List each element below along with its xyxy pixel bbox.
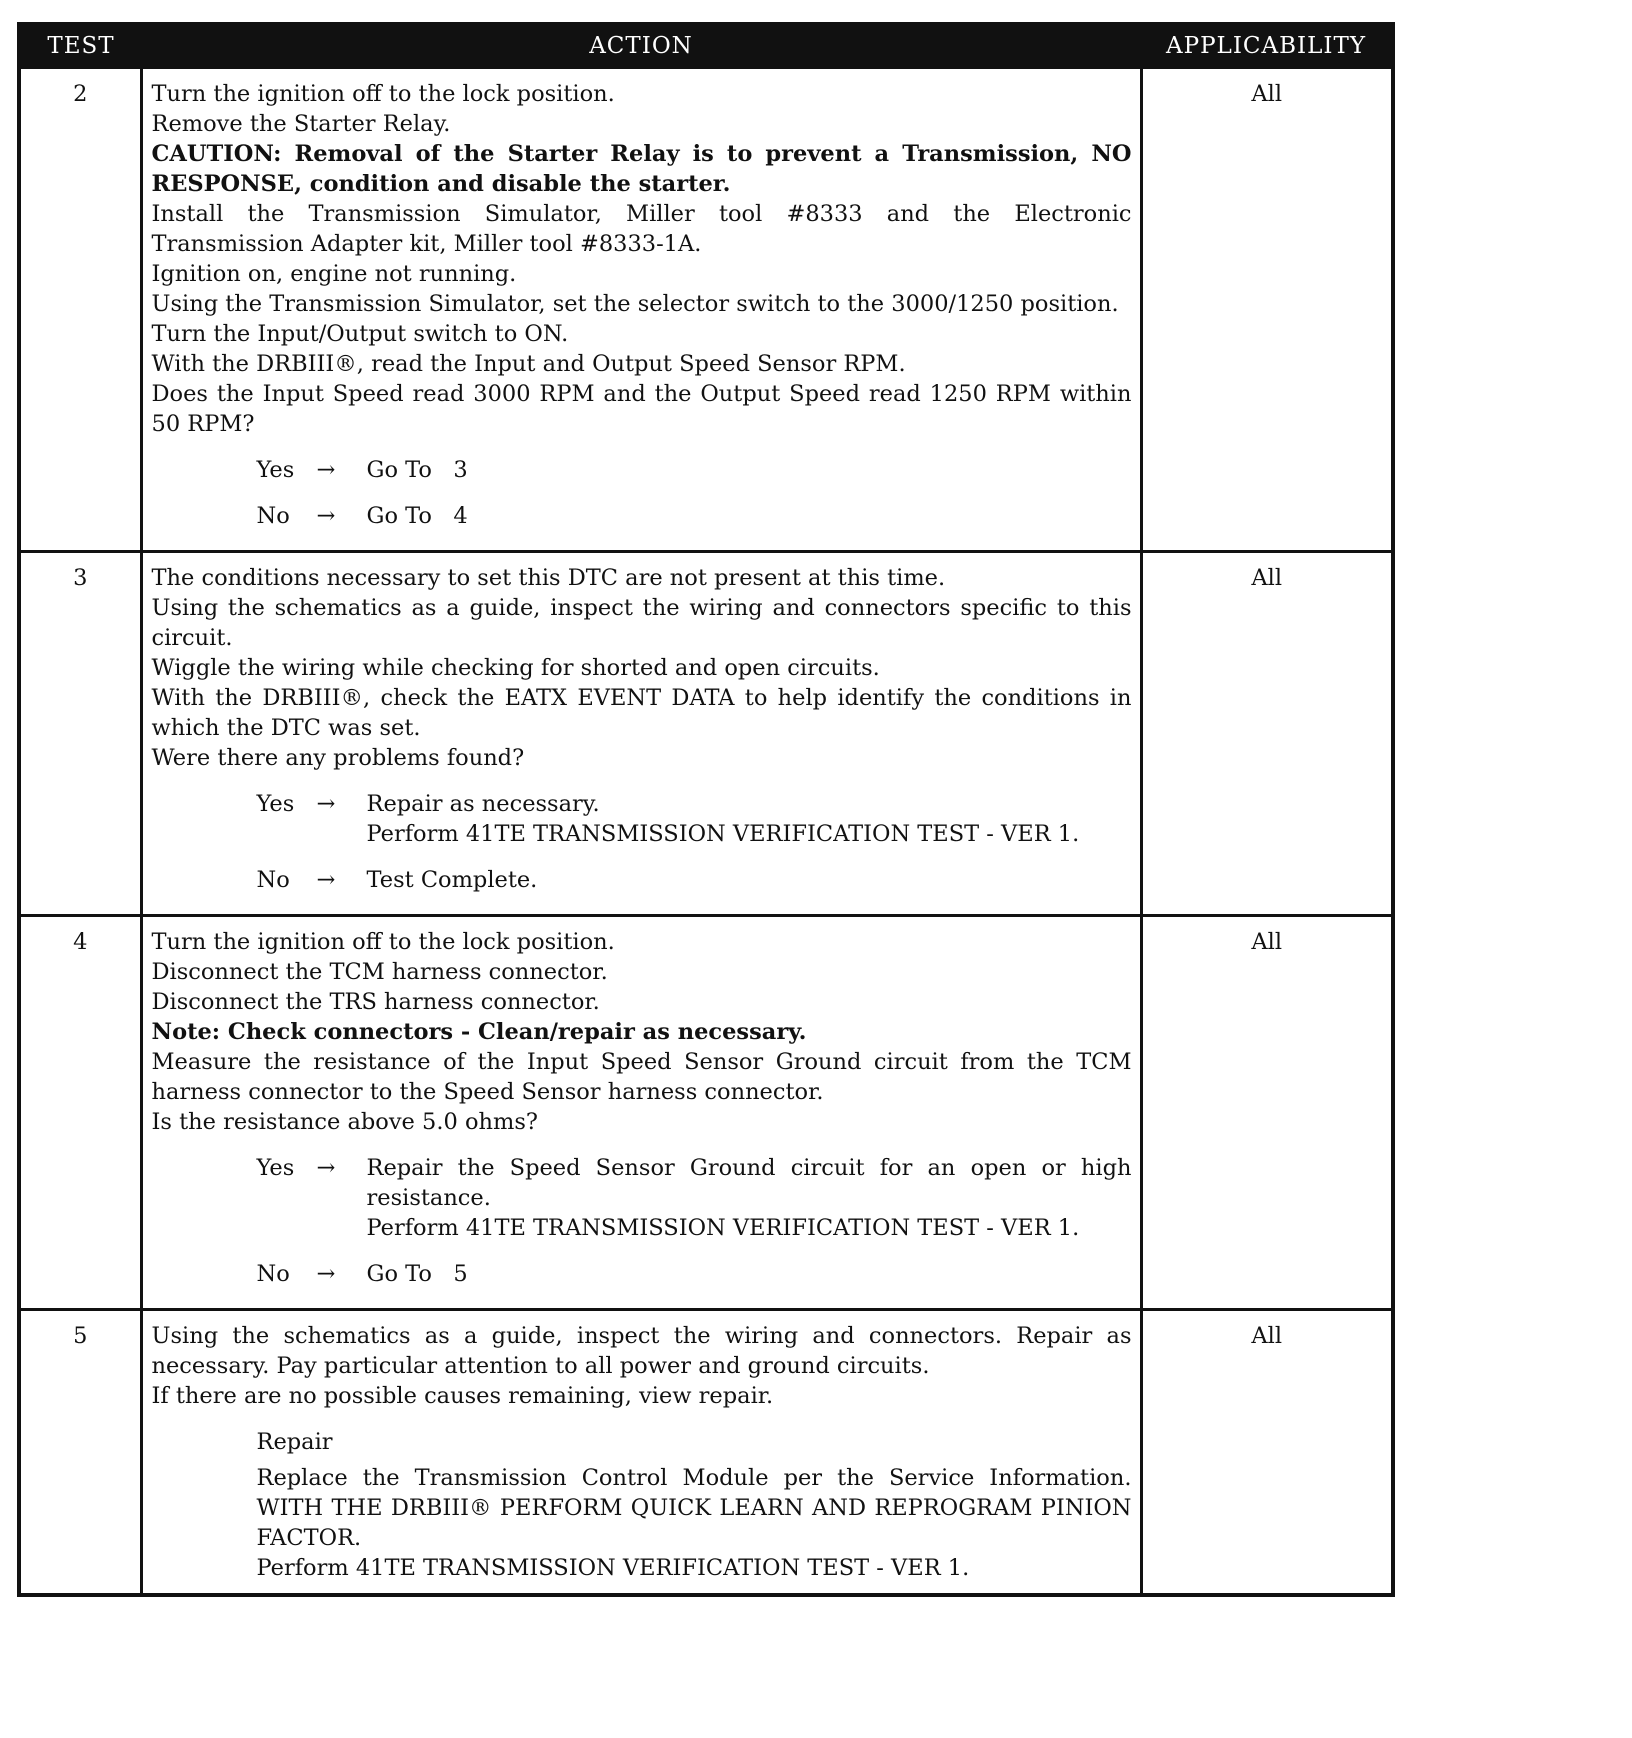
repair-text [257, 1463, 1132, 1583]
answer-label: No [256, 503, 290, 529]
table-row-test-4 [19, 916, 1393, 1310]
test-number: 4 [19, 916, 141, 1310]
action-line: Using the schematics as a guide, inspect the wiring and connectors specific to this circuit. [151, 595, 1132, 651]
question-line: Is the resistance above 5.0 ohms? [151, 1109, 538, 1135]
right-arrow-icon: → [316, 1261, 336, 1287]
answer-no [257, 501, 1132, 531]
header-applicability: APPLICABILITY [1141, 24, 1393, 68]
action-cell [141, 552, 1141, 916]
diagnostic-page [17, 22, 1391, 1597]
answer-label: Yes [256, 457, 295, 483]
answer-text [367, 789, 1132, 849]
diagnostic-table [17, 22, 1395, 1597]
action-line: Turn the Input/Output switch to ON. [151, 321, 569, 347]
right-arrow-icon: → [316, 1155, 336, 1181]
answer-line: Repair as necessary. [366, 791, 600, 817]
action-line: Turn the ignition off to the lock position. [151, 929, 615, 955]
repair-block [257, 1427, 1132, 1457]
applicability-cell: All [1141, 552, 1393, 916]
answer-yes [257, 1153, 1132, 1243]
applicability-cell: All [1141, 916, 1393, 1310]
answer-label: No [256, 1261, 290, 1287]
action-line: Wiggle the wiring while checking for shorted and open circuits. [151, 655, 880, 681]
action-line: Using the schematics as a guide, inspect the wiring and connectors. Repair as necessary. Pay particular attention to all power and ground circuits. [151, 1323, 1132, 1379]
verification-test-link[interactable]: Perform 41TE TRANSMISSION VERIFICATION TEST - VER 1. [366, 1215, 1080, 1241]
answer-label: Yes [256, 1155, 295, 1181]
answer-no [257, 865, 1132, 895]
answer-text [367, 455, 1132, 485]
applicability-cell: All [1141, 68, 1393, 552]
test-number: 2 [19, 68, 141, 552]
question-line: Were there any problems found? [151, 745, 525, 771]
answer-list [152, 455, 1132, 531]
action-line: If there are no possible causes remaining, view repair. [151, 1383, 774, 1409]
action-line: With the DRBIII®, check the EATX EVENT DATA to help identify the conditions in which the DTC was set. [151, 685, 1132, 741]
answer-text [367, 865, 1132, 895]
action-line: The conditions necessary to set this DTC are not present at this time. [151, 565, 946, 591]
answer-text [367, 1153, 1132, 1243]
answer-no [257, 1259, 1132, 1289]
goto-link[interactable]: Go To 5 [366, 1261, 468, 1287]
answer-yes [257, 455, 1132, 485]
answer-text [367, 501, 1132, 531]
table-header-row [19, 24, 1393, 68]
table-row-test-3 [19, 552, 1393, 916]
action-line: Install the Transmission Simulator, Miller tool #8333 and the Electronic Transmission Adapter kit, Miller tool #8333-1A. [151, 201, 1132, 257]
action-line: Disconnect the TCM harness connector. [151, 959, 608, 985]
right-arrow-icon: → [316, 503, 336, 529]
answer-list [152, 1153, 1132, 1289]
verification-test-link[interactable]: Perform 41TE TRANSMISSION VERIFICATION TEST - VER 1. [256, 1555, 970, 1581]
action-line: With the DRBIII®, read the Input and Output Speed Sensor RPM. [151, 351, 906, 377]
applicability-cell: All [1141, 1310, 1393, 1596]
action-cell [141, 916, 1141, 1310]
answer-yes [257, 789, 1132, 849]
goto-link[interactable]: Go To 4 [366, 503, 468, 529]
caution-note: CAUTION: Removal of the Starter Relay is to prevent a Transmission, NO RESPONSE, condition and disable the starter. [151, 141, 1132, 197]
answer-label: Yes [256, 791, 295, 817]
answer-line: Repair the Speed Sensor Ground circuit for an open or high resistance. [366, 1155, 1132, 1211]
verification-test-link[interactable]: Perform 41TE TRANSMISSION VERIFICATION TEST - VER 1. [366, 821, 1080, 847]
action-line: Ignition on, engine not running. [151, 261, 517, 287]
right-arrow-icon: → [316, 457, 336, 483]
answer-line: Test Complete. [366, 867, 538, 893]
action-line: Turn the ignition off to the lock position. [151, 81, 615, 107]
action-cell [141, 1310, 1141, 1596]
table-row-test-2 [19, 68, 1393, 552]
action-line: Measure the resistance of the Input Speed Sensor Ground circuit from the TCM harness connector to the Speed Sensor harness connector. [151, 1049, 1132, 1105]
right-arrow-icon: → [316, 867, 336, 893]
repair-label: Repair [256, 1429, 333, 1455]
action-line: Disconnect the TRS harness connector. [151, 989, 600, 1015]
header-test: TEST [19, 24, 141, 68]
test-number: 5 [19, 1310, 141, 1596]
repair-line: Replace the Transmission Control Module per the Service Information. WITH THE DRBIII® PERFORM QUICK LEARN AND REPROGRAM PINION FACTOR. [256, 1465, 1132, 1551]
action-cell [141, 68, 1141, 552]
right-arrow-icon: → [316, 791, 336, 817]
action-line: Remove the Starter Relay. [151, 111, 451, 137]
answer-list [152, 789, 1132, 895]
test-number: 3 [19, 552, 141, 916]
header-action: ACTION [141, 24, 1141, 68]
question-line: Does the Input Speed read 3000 RPM and the Output Speed read 1250 RPM within 50 RPM? [151, 381, 1132, 437]
answer-label: No [256, 867, 290, 893]
goto-link[interactable]: Go To 3 [366, 457, 468, 483]
action-line: Using the Transmission Simulator, set the selector switch to the 3000/1250 position. [151, 291, 1119, 317]
note-line: Note: Check connectors - Clean/repair as necessary. [151, 1019, 807, 1045]
table-row-test-5 [19, 1310, 1393, 1596]
answer-text [367, 1259, 1132, 1289]
